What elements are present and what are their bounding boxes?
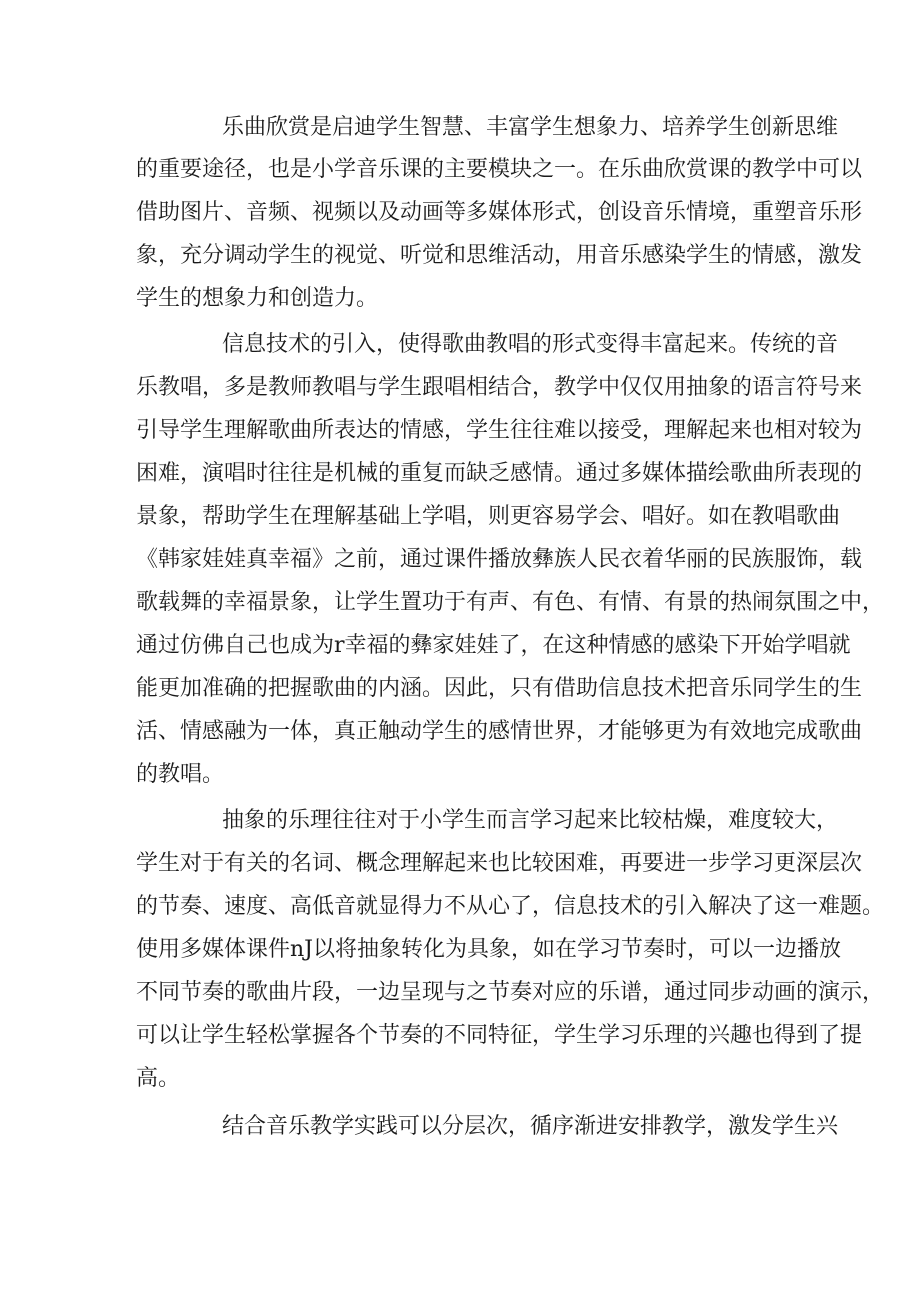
paragraph-1-line-2: 的重要途径，也是小学音乐课的主要模块之一。在乐曲欣赏课的教学中可以 xyxy=(136,157,863,182)
paragraph-3-line-1: 抽象的乐理往往对于小学生而言学习起来比较枯燥，难度较大， xyxy=(222,808,839,833)
paragraph-4-line-1: 结合音乐教学实践可以分层次，循序渐进安排教学，激发学生兴 xyxy=(222,1114,839,1139)
paragraph-1-line-1: 乐曲欣赏是启迪学生智慧、丰富学生想象力、培养学生创新思维 xyxy=(222,115,839,140)
paragraph-2-line-3: 引导学生理解歌曲所表达的情感，学生往往难以接受，理解起来也相对较为 xyxy=(136,418,863,443)
paragraph-3-line-3: 的节奏、速度、高低音就显得力不从心了，信息技术的引入解决了这一难题。 xyxy=(136,894,885,919)
paragraph-3-line-6: 可以让学生轻松掌握各个节奏的不同特征，学生学习乐理的兴趣也得到了提 xyxy=(136,1023,863,1048)
paragraph-2-line-8: 通过仿佛自己也成为r幸福的彝家娃娃了，在这种情感的感染下开始学唱就 xyxy=(136,633,851,658)
paragraph-2-line-9: 能更加准确的把握歌曲的内涵。因此，只有借助信息技术把音乐同学生的生 xyxy=(136,676,863,701)
paragraph-3-line-5: 不同节奏的歌曲片段，一边呈现与之节奏对应的乐谱，通过同步动画的演示， xyxy=(136,980,885,1005)
paragraph-2-line-2: 乐教唱，多是教师教唱与学生跟唱相结合，教学中仅仅用抽象的语言符号来 xyxy=(136,375,863,400)
paragraph-2-line-6: 《韩家娃娃真幸福》之前，通过课件播放彝族人民衣着华丽的民族服饰，载 xyxy=(136,547,863,572)
paragraph-2-line-1: 信息技术的引入，使得歌曲教唱的形式变得丰富起来。传统的音 xyxy=(222,332,839,357)
paragraph-3-line-4: 使用多媒体课件nJ以将抽象转化为具象，如在学习节奏时，可以一边播放 xyxy=(136,937,841,962)
paragraph-1-line-4: 象，充分调动学生的视觉、听觉和思维活动，用音乐感染学生的情感，激发 xyxy=(136,243,863,268)
paragraph-2-line-11: 的教唱。 xyxy=(136,762,225,787)
paragraph-1-line-3: 借助图片、音频、视频以及动画等多媒体形式，创设音乐情境，重塑音乐形 xyxy=(136,200,863,225)
paragraph-2-line-5: 景象，帮助学生在理解基础上学唱，则更容易学会、唱好。如在教唱歌曲 xyxy=(136,504,841,529)
paragraph-2-line-4: 困难，演唱时往往是机械的重复而缺乏感情。通过多媒体描绘歌曲所表现的 xyxy=(136,461,863,486)
paragraph-3-line-2: 学生对于有关的名词、概念理解起来也比较困难，再要进一步学习更深层次 xyxy=(136,851,863,876)
paragraph-3-line-7: 高。 xyxy=(136,1066,181,1091)
paragraph-2-line-7: 歌载舞的幸福景象，让学生置功于有声、有色、有情、有景的热闹氛围之中， xyxy=(136,590,885,615)
paragraph-1-line-5: 学生的想象力和创造力。 xyxy=(136,286,379,311)
paragraph-2-line-10: 活、情感融为一体，真正触动学生的感情世界，才能够更为有效地完成歌曲 xyxy=(136,719,863,744)
